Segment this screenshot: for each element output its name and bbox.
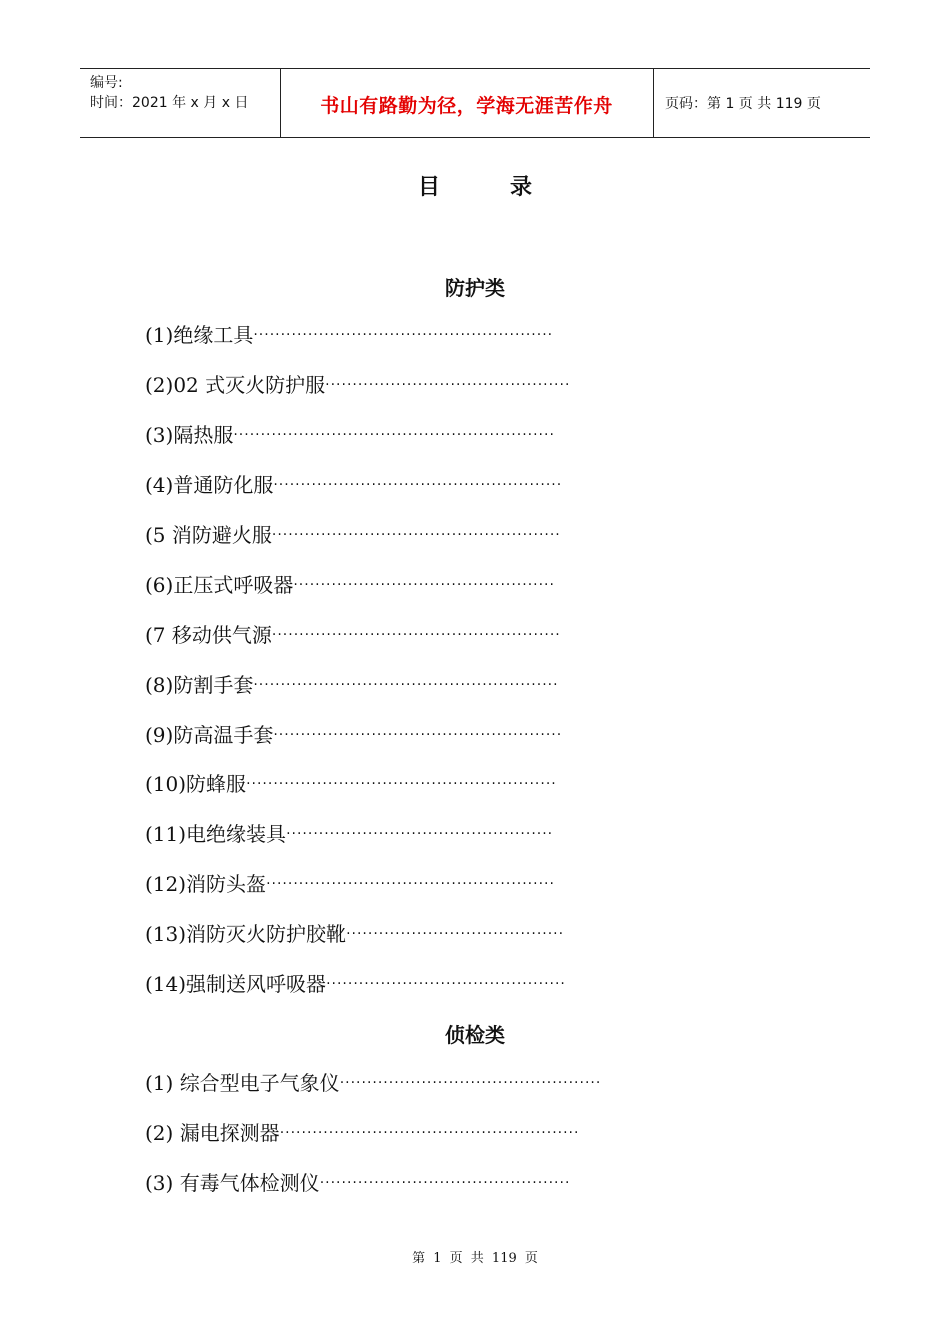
toc-item-label: (5 消防避火服 [145, 523, 272, 547]
toc-item[interactable] [145, 868, 555, 897]
toc-item-label: (9)防高温手套 [145, 723, 274, 747]
time-label: 时间：2021 年 x 月 x 日 [90, 95, 249, 111]
header-middle-cell [280, 69, 654, 137]
toc-item[interactable] [145, 1117, 579, 1146]
header-page-info: 页码：第 1 页 共 119 页 [665, 96, 821, 112]
toc-item[interactable] [145, 1167, 570, 1196]
leader-dots: ····················································· [271, 627, 561, 643]
toc-item[interactable] [145, 619, 561, 648]
leader-dots: ····················································· [273, 727, 563, 743]
toc-item[interactable] [145, 469, 562, 498]
toc-item-label: (3) 有毒气体检测仪 [145, 1171, 320, 1195]
header-motto: 书山有路勤为径，学海无涯苦作舟 [320, 95, 613, 117]
toc-item[interactable] [145, 369, 570, 398]
toc-item-label: (13)消防灭火防护胶靴 [145, 922, 347, 946]
leader-dots: ················································· [286, 826, 554, 842]
toc-item[interactable] [145, 1067, 601, 1096]
toc-item-label: (1)绝缘工具 [145, 323, 254, 347]
toc-item[interactable] [145, 419, 555, 448]
toc-item-label: (1) 综合型电子气象仪 [145, 1071, 340, 1095]
serial-number-label: 编号: [90, 75, 123, 91]
toc-item-label: (7 移动供气源 [145, 623, 272, 647]
toc-item[interactable] [145, 768, 557, 797]
section-heading-protection: 防护类 [445, 276, 505, 300]
toc-item-label: (11)电绝缘装具 [145, 822, 287, 846]
page-footer: 第 1 页 共 119 页 [412, 1251, 538, 1266]
page-header [80, 68, 870, 138]
toc-item-label: (2) 漏电探测器 [145, 1121, 280, 1145]
toc-item[interactable] [145, 569, 555, 598]
toc-item-label: (14)强制送风呼吸器 [145, 972, 327, 996]
leader-dots: ········································ [346, 926, 565, 942]
leader-dots: ························································· [246, 776, 557, 792]
leader-dots: ····················································· [266, 876, 555, 892]
leader-dots: ············································· [325, 377, 571, 393]
section-heading-detection: 侦检类 [445, 1023, 505, 1047]
toc-item-label: (6)正压式呼吸器 [145, 573, 294, 597]
leader-dots: ················································ [339, 1075, 602, 1091]
toc-item[interactable] [145, 719, 562, 748]
leader-dots: ··························································· [233, 427, 555, 443]
toc-item[interactable] [145, 669, 559, 698]
toc-item-label: (4)普通防化服 [145, 473, 274, 497]
toc-item[interactable] [145, 519, 561, 548]
toc-item[interactable] [145, 818, 553, 847]
toc-item-label: (10)防蜂服 [145, 772, 247, 796]
title-char-2: 录 [510, 175, 533, 200]
toc-item[interactable] [145, 918, 564, 947]
toc-item-label: (12)消防头盔 [145, 872, 267, 896]
leader-dots: ······················································· [279, 1125, 580, 1141]
leader-dots: ············································ [326, 976, 566, 992]
toc-item[interactable] [145, 319, 553, 348]
header-right-cell [653, 69, 870, 137]
document-title [0, 170, 950, 201]
toc-item-label: (8)防割手套 [145, 673, 254, 697]
leader-dots: ······················································· [253, 327, 554, 343]
toc-item-label: (2)02 式灭火防护服 [145, 373, 326, 397]
leader-dots: ····················································· [271, 527, 561, 543]
leader-dots: ····················································· [273, 477, 563, 493]
title-char-1: 目 [417, 175, 440, 200]
header-left-cell [80, 69, 281, 137]
toc-item-label: (3)隔热服 [145, 423, 234, 447]
leader-dots: ················································ [293, 577, 555, 593]
leader-dots: ························································ [253, 677, 559, 693]
toc-item[interactable] [145, 968, 566, 997]
leader-dots: ·············································· [319, 1175, 571, 1191]
